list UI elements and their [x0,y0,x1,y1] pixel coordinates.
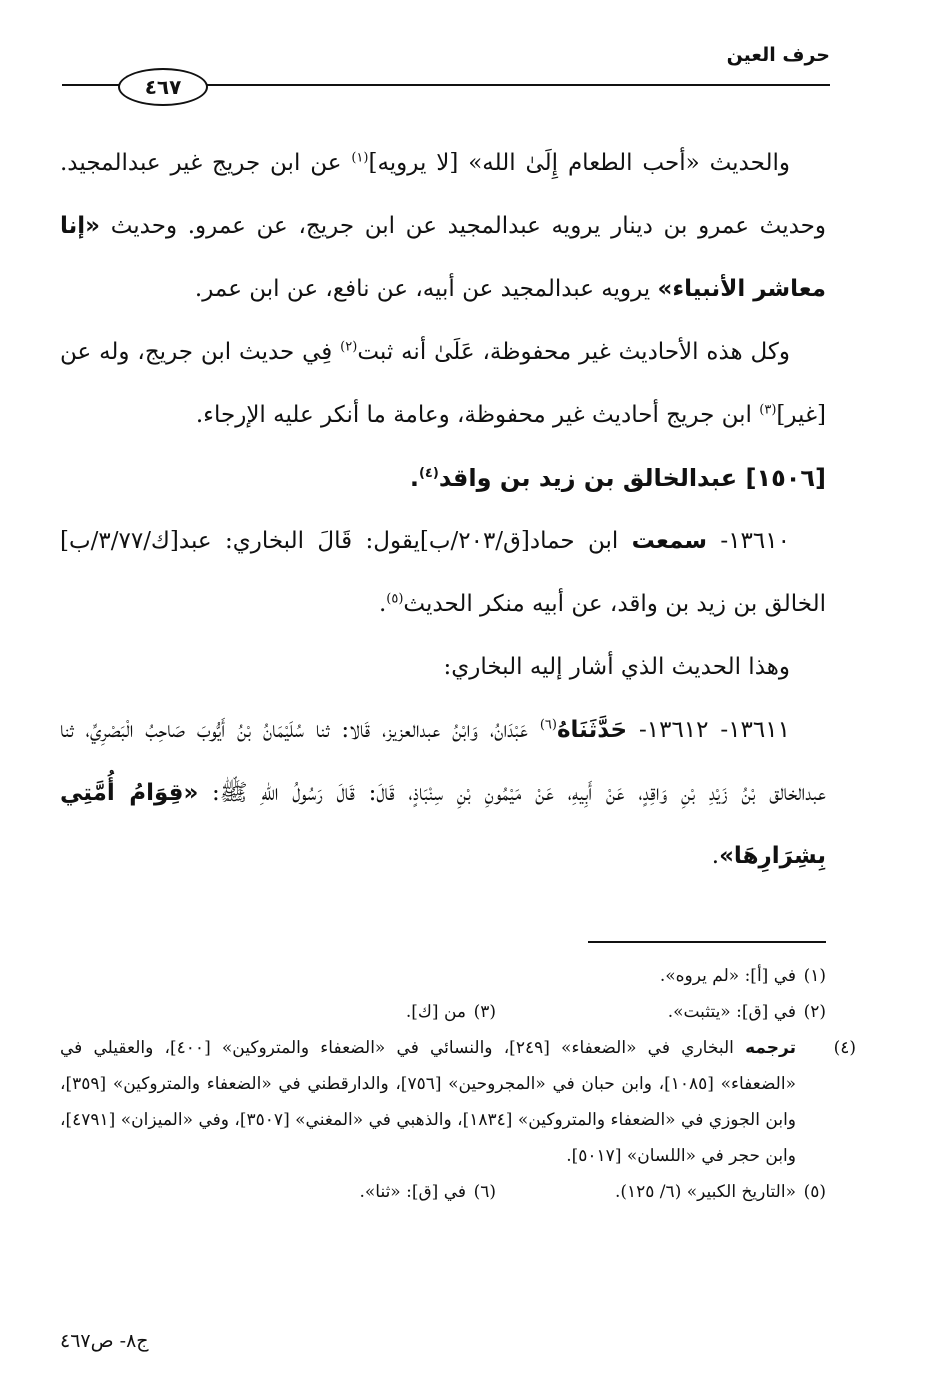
footnotes [60,958,856,1210]
footnote-ref-3: (٣) [759,402,777,418]
footnote-ref-2: (٢) [340,339,358,355]
running-title: حرف العين [726,44,830,66]
footnote-row-2-3 [60,994,826,1030]
paragraph-4: وهذا الحديث الذي أشار إليه البخاري: [443,654,790,680]
entry-heading: [١٥٠٦] عبدالخالق بن زيد بن واقد$^{(٤)}$. [409,464,826,492]
footnote-ref-4: (٤) [418,466,439,481]
main-text [60,132,826,888]
footnote-4: (٤)ترجمه البخاري في «الضعفاء» [٢٤٩]، والنسائي في «الضعفاء والمتروكين» [٤٠٠]، والعقيلي في «الضعفاء» [١٠٨٥]، وابن حبان في «المجروحين» [٧٥٦]، والدارقطني في «الضعفاء والمتروكين» [٣٥٩]، وابن الجوزي في «الضعفاء والمتروكين» [١٨٣٤]، والذهبي في «المغني» [٣٥٠٧]، وفي «الميزان» [٤٧٩١]، وابن حجر في «اللسان» [٥٠١٧]. [60,1038,856,1166]
footnote-3: (٣)من [ك]. [405,1002,496,1022]
footnote-rule [588,941,826,943]
page-number: ٤٦٧ [118,68,208,106]
footnote-row-5-6 [60,1174,826,1210]
footnote-6: (٦)في [ق]: «ثنا». [359,1182,496,1202]
paragraph-1: والحديث «أحب الطعام إِلَىٰ الله» [لا يرويه]$^{(١)}$ عن ابن جريج غير عبدالمجيد. وحديث عمرو بن دينار يرويه عبدالمجيد عن ابن جريج، عن عمرو. وحديث «إنا معاشر الأنبياء» يرويه عبدالمجيد عن أبيه، عن نافع، عن ابن عمر. [60,150,826,302]
paragraph-5: ١٣٦١١- ١٣٦١٢- حَدَّثَنَاهُ$^{(٦)}$ عَبْدَانُ، وَابْنُ عبدالعزيز، قَالا: ثنا سُلَيْمَانُ بْنُ أَيُّوبَ صَاحِبُ الْبَصْرِيِّ، ثنا عبدالخالق بْنُ زَيْدِ بْنِ وَاقِدٍ، عَنْ أَبِيهِ، عَنْ مَيْمُونِ بْنِ سِنْبَاذٍ، قَالَ: قَالَ رَسُولُ اللهِ ﷺ: «قِوَامُ أُمَّتِي بِشِرَارِهَا». [60,717,827,869]
footnote-ref-5: (٥) [386,591,404,607]
footnote-ref-6: (٦) [539,717,557,733]
footnote-2: (٢)في [ق]: «يتثبت». [667,1002,826,1022]
hadith-title: «إنا معاشر الأنبياء» [60,213,826,302]
paragraph-2: وكل هذه الأحاديث غير محفوظة، عَلَىٰ أنه ثبت$^{(٢)}$ فِي حديث ابن جريج، وله عن [غير]$^{(٣)}$ ابن جريج أحاديث غير محفوظة، وعامة ما أنكر عليه الإرجاء. [60,339,826,428]
volume-page-label: ج٨- ص٤٦٧ [60,1330,149,1352]
paragraph-3: ١٣٦١٠- سمعت ابن حماد[ق/٢٠٣/ب]يقول: قَالَ البخاري: عبد[ك/٣/٧٧/ب] الخالق بن زيد بن واقد، عن أبيه منكر الحديث$^{(٥)}$. [60,528,826,617]
footnote-ref-1: (١) [351,150,369,166]
footnote-5: (٥)«التاريخ الكبير» (٦/ ١٢٥). [614,1182,826,1202]
footnote-1: (١)في [أ]: «لم يروه». [659,966,826,986]
hadith-text: «قِوَامُ أُمَّتِي بِشِرَارِهَا» [60,780,826,869]
